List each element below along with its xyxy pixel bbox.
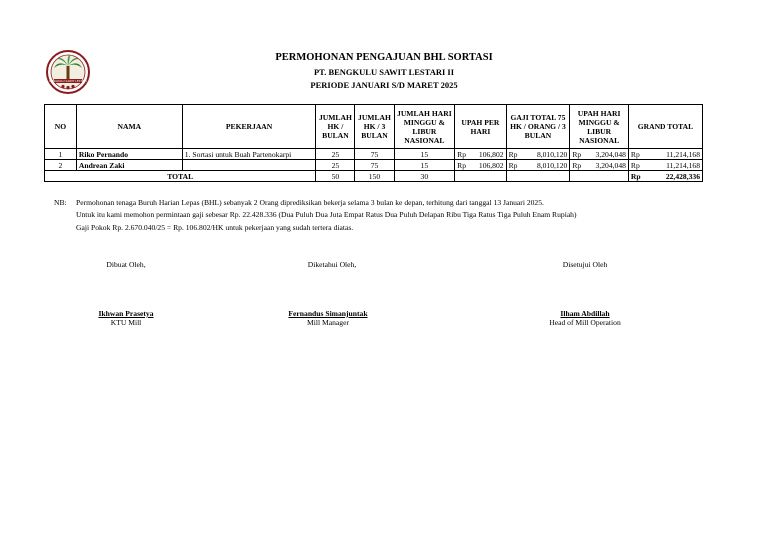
- cell-pekerjaan: 1. Sortasi untuk Buah Partenokarpi: [182, 149, 316, 160]
- currency-label: Rp: [570, 160, 584, 171]
- cell-upah-libur: 3,204,048: [584, 160, 628, 171]
- total-hk-bulan: 50: [316, 171, 355, 182]
- col-header-hari-libur: JUMLAH HARI MINGGU & LIBUR NASIONAL: [394, 105, 455, 149]
- currency-label: Rp: [628, 149, 642, 160]
- signature-position: Head of Mill Operation: [549, 318, 621, 327]
- col-header-pekerjaan: PEKERJAAN: [182, 105, 316, 149]
- cell-upah-libur: 3,204,048: [584, 149, 628, 160]
- col-header-no: NO: [45, 105, 77, 149]
- total-hk-3bulan: 150: [355, 171, 394, 182]
- col-header-upah-hari: UPAH PER HARI: [455, 105, 506, 149]
- cell-gaji-total: 8,010,120: [520, 160, 569, 171]
- table-total-row: [45, 171, 703, 182]
- cell-hari-libur: 15: [394, 160, 455, 171]
- currency-label: Rp: [628, 160, 642, 171]
- table-row: [45, 149, 703, 160]
- total-label: TOTAL: [45, 171, 316, 182]
- signature-name: Fernandus Simanjuntak: [288, 309, 368, 318]
- total-upah-hari-empty: [455, 171, 506, 182]
- cell-grand-total: 11,214,168: [643, 149, 703, 160]
- notes-line: Permohonan tenaga Buruh Harian Lepas (BHL) sebanyak 2 Orang diprediksikan bekerja selama 3 bulan ke depan, terhitung dari tanggal 13 Januari 2025.: [76, 198, 544, 207]
- total-gaji-total-empty: [506, 171, 570, 182]
- signature-role: Disetujui Oleh: [562, 260, 608, 269]
- col-header-nama: NAMA: [76, 105, 182, 149]
- col-header-gaji-total: GAJI TOTAL 75 HK / ORANG / 3 BULAN: [506, 105, 570, 149]
- signature-approved-by-name: [505, 309, 665, 327]
- signature-role: Dibuat Oleh,: [106, 260, 146, 269]
- table-row: [45, 160, 703, 171]
- total-grand-total: 22,428,336: [643, 171, 703, 182]
- notes-line: Untuk itu kami memohon permintaan gaji sebesar Rp. 22.428.336 (Dua Puluh Dua Juta Empat Ratus Dua Puluh Delapan Ribu Tiga Ratus Tiga Puluh Enam Rupiah): [76, 210, 577, 220]
- currency-label: Rp: [506, 160, 520, 171]
- signature-name: Ikhwan Prasetya: [98, 309, 154, 318]
- cell-pekerjaan: [182, 160, 316, 171]
- signature-made-by-name: [46, 309, 206, 327]
- cell-hk-3bulan: 75: [355, 160, 394, 171]
- cell-upah-hari: 106,802: [469, 149, 506, 160]
- signature-acknowledged-by-name: [248, 309, 408, 327]
- currency-label: Rp: [506, 149, 520, 160]
- document-title: PERMOHONAN PENGAJUAN BHL SORTASI: [275, 52, 493, 63]
- currency-label: Rp: [455, 149, 469, 160]
- currency-label: Rp: [628, 171, 642, 182]
- cell-hk-3bulan: 75: [355, 149, 394, 160]
- signature-made-by: [46, 260, 206, 269]
- col-header-hk-bulan: JUMLAH HK / BULAN: [316, 105, 355, 149]
- col-header-upah-libur: UPAH HARI MINGGU & LIBUR NASIONAL: [570, 105, 629, 149]
- cell-nama: Andrean Zaki: [76, 160, 182, 171]
- logo-text: BENGKULU SAWIT LESTARI: [49, 79, 87, 84]
- table-header-row: [45, 105, 703, 149]
- cell-gaji-total: 8,010,120: [520, 149, 569, 160]
- col-header-grand-total: GRAND TOTAL: [628, 105, 702, 149]
- signature-name: Ilham Abdillah: [560, 309, 610, 318]
- signature-acknowledged-by: [252, 260, 412, 269]
- col-header-hk-3bulan: JUMLAH HK / 3 BULAN: [355, 105, 394, 149]
- cell-no: 2: [45, 160, 77, 171]
- signature-position: KTU Mill: [110, 318, 142, 327]
- notes-label: NB:: [54, 198, 67, 207]
- cell-upah-hari: 106,802: [469, 160, 506, 171]
- cell-hk-bulan: 25: [316, 160, 355, 171]
- signature-role: Diketahui Oleh,: [307, 260, 357, 269]
- company-name: PT. BENGKULU SAWIT LESTARI II: [313, 67, 455, 77]
- signature-approved-by: [505, 260, 665, 269]
- total-upah-libur-empty: [570, 171, 629, 182]
- cell-no: 1: [45, 149, 77, 160]
- period: PERIODE JANUARI S/D MARET 2025: [310, 80, 458, 90]
- currency-label: Rp: [455, 160, 469, 171]
- cell-hk-bulan: 25: [316, 149, 355, 160]
- cell-nama: Riko Pernando: [76, 149, 182, 160]
- signature-position: Mill Manager: [307, 318, 349, 327]
- total-hari-libur: 30: [394, 171, 455, 182]
- currency-label: Rp: [570, 149, 584, 160]
- bhl-table: [44, 104, 703, 182]
- notes-line: Gaji Pokok Rp. 2.670.040/25 = Rp. 106.802/HK untuk pekerjaan yang sudah tertera diatas.: [76, 222, 354, 232]
- cell-hari-libur: 15: [394, 149, 455, 160]
- cell-grand-total: 11,214,168: [643, 160, 703, 171]
